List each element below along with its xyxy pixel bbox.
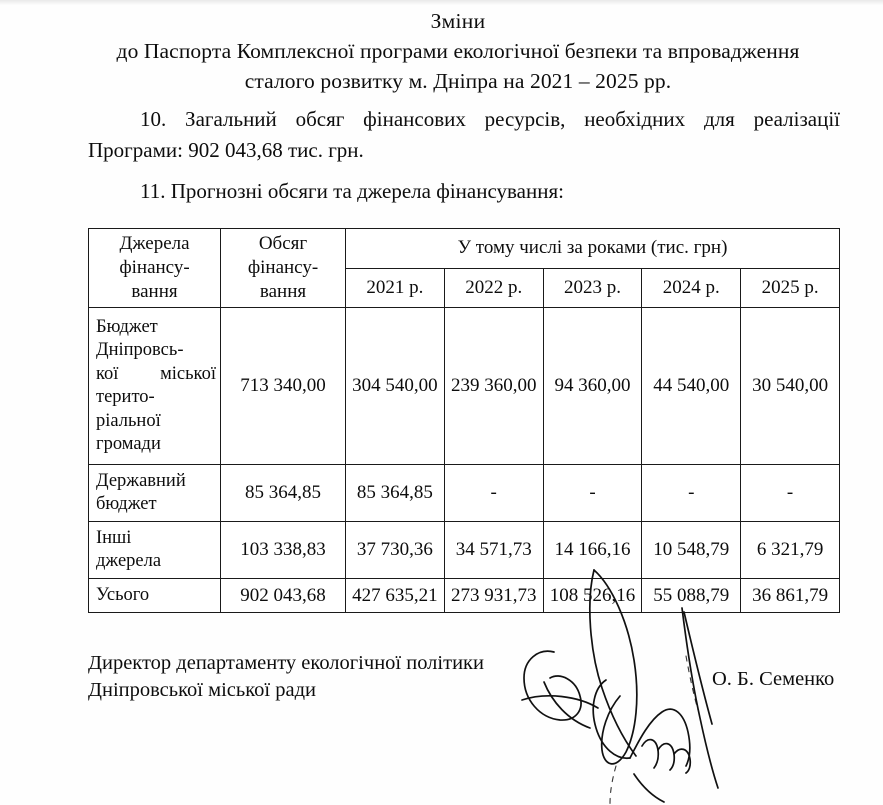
cell-2025: 6 321,79 bbox=[741, 522, 840, 579]
header-year-2021: 2021 р. bbox=[346, 268, 445, 308]
table-row bbox=[89, 465, 840, 522]
row-label-line: кої міської bbox=[96, 363, 216, 384]
cell-2024: 44 540,00 bbox=[642, 308, 741, 465]
header-volume-line-3: вання bbox=[259, 281, 307, 302]
cell-2022: 239 360,00 bbox=[444, 308, 543, 465]
row-label-line: джерела bbox=[96, 551, 162, 571]
cell-total: 713 340,00 bbox=[221, 308, 346, 465]
cell-2022: - bbox=[444, 465, 543, 522]
cell-2021: 427 635,21 bbox=[346, 579, 445, 613]
cell-2024: 55 088,79 bbox=[642, 579, 741, 613]
table-row bbox=[89, 579, 840, 613]
cell-2023: 14 166,16 bbox=[543, 522, 642, 579]
header-volume-line-1: Обсяг bbox=[258, 233, 308, 254]
title-line-1: Зміни bbox=[430, 9, 486, 33]
cell-2022: 273 931,73 bbox=[444, 579, 543, 613]
signatory-position bbox=[88, 650, 558, 704]
table-head bbox=[89, 229, 840, 308]
cell-2025: 36 861,79 bbox=[741, 579, 840, 613]
row-label-line: Державний bbox=[96, 470, 186, 491]
header-volume-column bbox=[221, 229, 346, 308]
header-year-2023: 2023 р. bbox=[543, 268, 642, 308]
title-line-3: сталого розвитку м. Дніпра на 2021 – 2025 рр. bbox=[244, 69, 672, 93]
signatory-position-line-2: Дніпровської міської ради bbox=[88, 679, 316, 701]
row-label-city-budget bbox=[89, 308, 221, 465]
header-volume-line-2: фінансу- bbox=[247, 257, 319, 278]
cell-2025: - bbox=[741, 465, 840, 522]
signatory-position-line-1: Директор департаменту екологічної політики bbox=[88, 652, 484, 674]
cell-2024: - bbox=[642, 465, 741, 522]
signatory-name: О. Б. Семенко bbox=[712, 668, 835, 690]
cell-2021: 85 364,85 bbox=[346, 465, 445, 522]
header-year-2022: 2022 р. bbox=[444, 268, 543, 308]
header-year-2025: 2025 р. bbox=[741, 268, 840, 308]
scan-edge-band bbox=[0, 0, 883, 5]
financing-table bbox=[88, 228, 840, 613]
row-label-other-sources bbox=[89, 522, 221, 579]
paragraph-item-10-line-2: Програми: 902 043,68 тис. грн. bbox=[88, 138, 364, 162]
row-label-line: Бюджет bbox=[96, 316, 158, 337]
header-source-column bbox=[89, 229, 221, 308]
cell-2025: 30 540,00 bbox=[741, 308, 840, 465]
paragraph-item-10-line-1: 10. Загальний обсяг фінансових ресурсів, необхідних для реалізації bbox=[140, 107, 840, 131]
document-title-block bbox=[88, 6, 828, 96]
row-label-grand-total: Усього bbox=[89, 579, 221, 613]
cell-2022: 34 571,73 bbox=[444, 522, 543, 579]
table-body bbox=[89, 308, 840, 613]
paragraph-item-11: 11. Прогнозні обсяги та джерела фінансування: bbox=[140, 179, 564, 203]
row-label-line: бюджет bbox=[96, 494, 157, 514]
paragraph-item-10 bbox=[88, 104, 840, 166]
cell-2024: 10 548,79 bbox=[642, 522, 741, 579]
header-source-line-2: фінансу- bbox=[119, 257, 190, 278]
title-line-2: до Паспорта Комплексної програми екологічної безпеки та впровадження bbox=[116, 39, 800, 63]
cell-2023: - bbox=[543, 465, 642, 522]
row-label-line: ріальної bbox=[96, 410, 161, 431]
table-header-row-1 bbox=[89, 229, 840, 269]
header-source-line-1: Джерела bbox=[119, 233, 190, 254]
row-label-line: Дніпровсь- bbox=[96, 340, 184, 360]
cell-total: 85 364,85 bbox=[221, 465, 346, 522]
cell-2021: 304 540,00 bbox=[346, 308, 445, 465]
row-label-line: Інші bbox=[96, 527, 132, 548]
row-label-state-budget bbox=[89, 465, 221, 522]
cell-2023: 94 360,00 bbox=[543, 308, 642, 465]
header-year-2024: 2024 р. bbox=[642, 268, 741, 308]
cell-2021: 37 730,36 bbox=[346, 522, 445, 579]
row-label-line: терито- bbox=[96, 387, 155, 407]
header-source-line-3: вання bbox=[131, 281, 178, 302]
cell-2023: 108 526,16 bbox=[543, 579, 642, 613]
header-years-group: У тому числі за роками (тис. грн) bbox=[346, 229, 840, 269]
table-row bbox=[89, 308, 840, 465]
cell-total: 902 043,68 bbox=[221, 579, 346, 613]
row-label-line: громади bbox=[96, 434, 161, 454]
table-row bbox=[89, 522, 840, 579]
cell-total: 103 338,83 bbox=[221, 522, 346, 579]
